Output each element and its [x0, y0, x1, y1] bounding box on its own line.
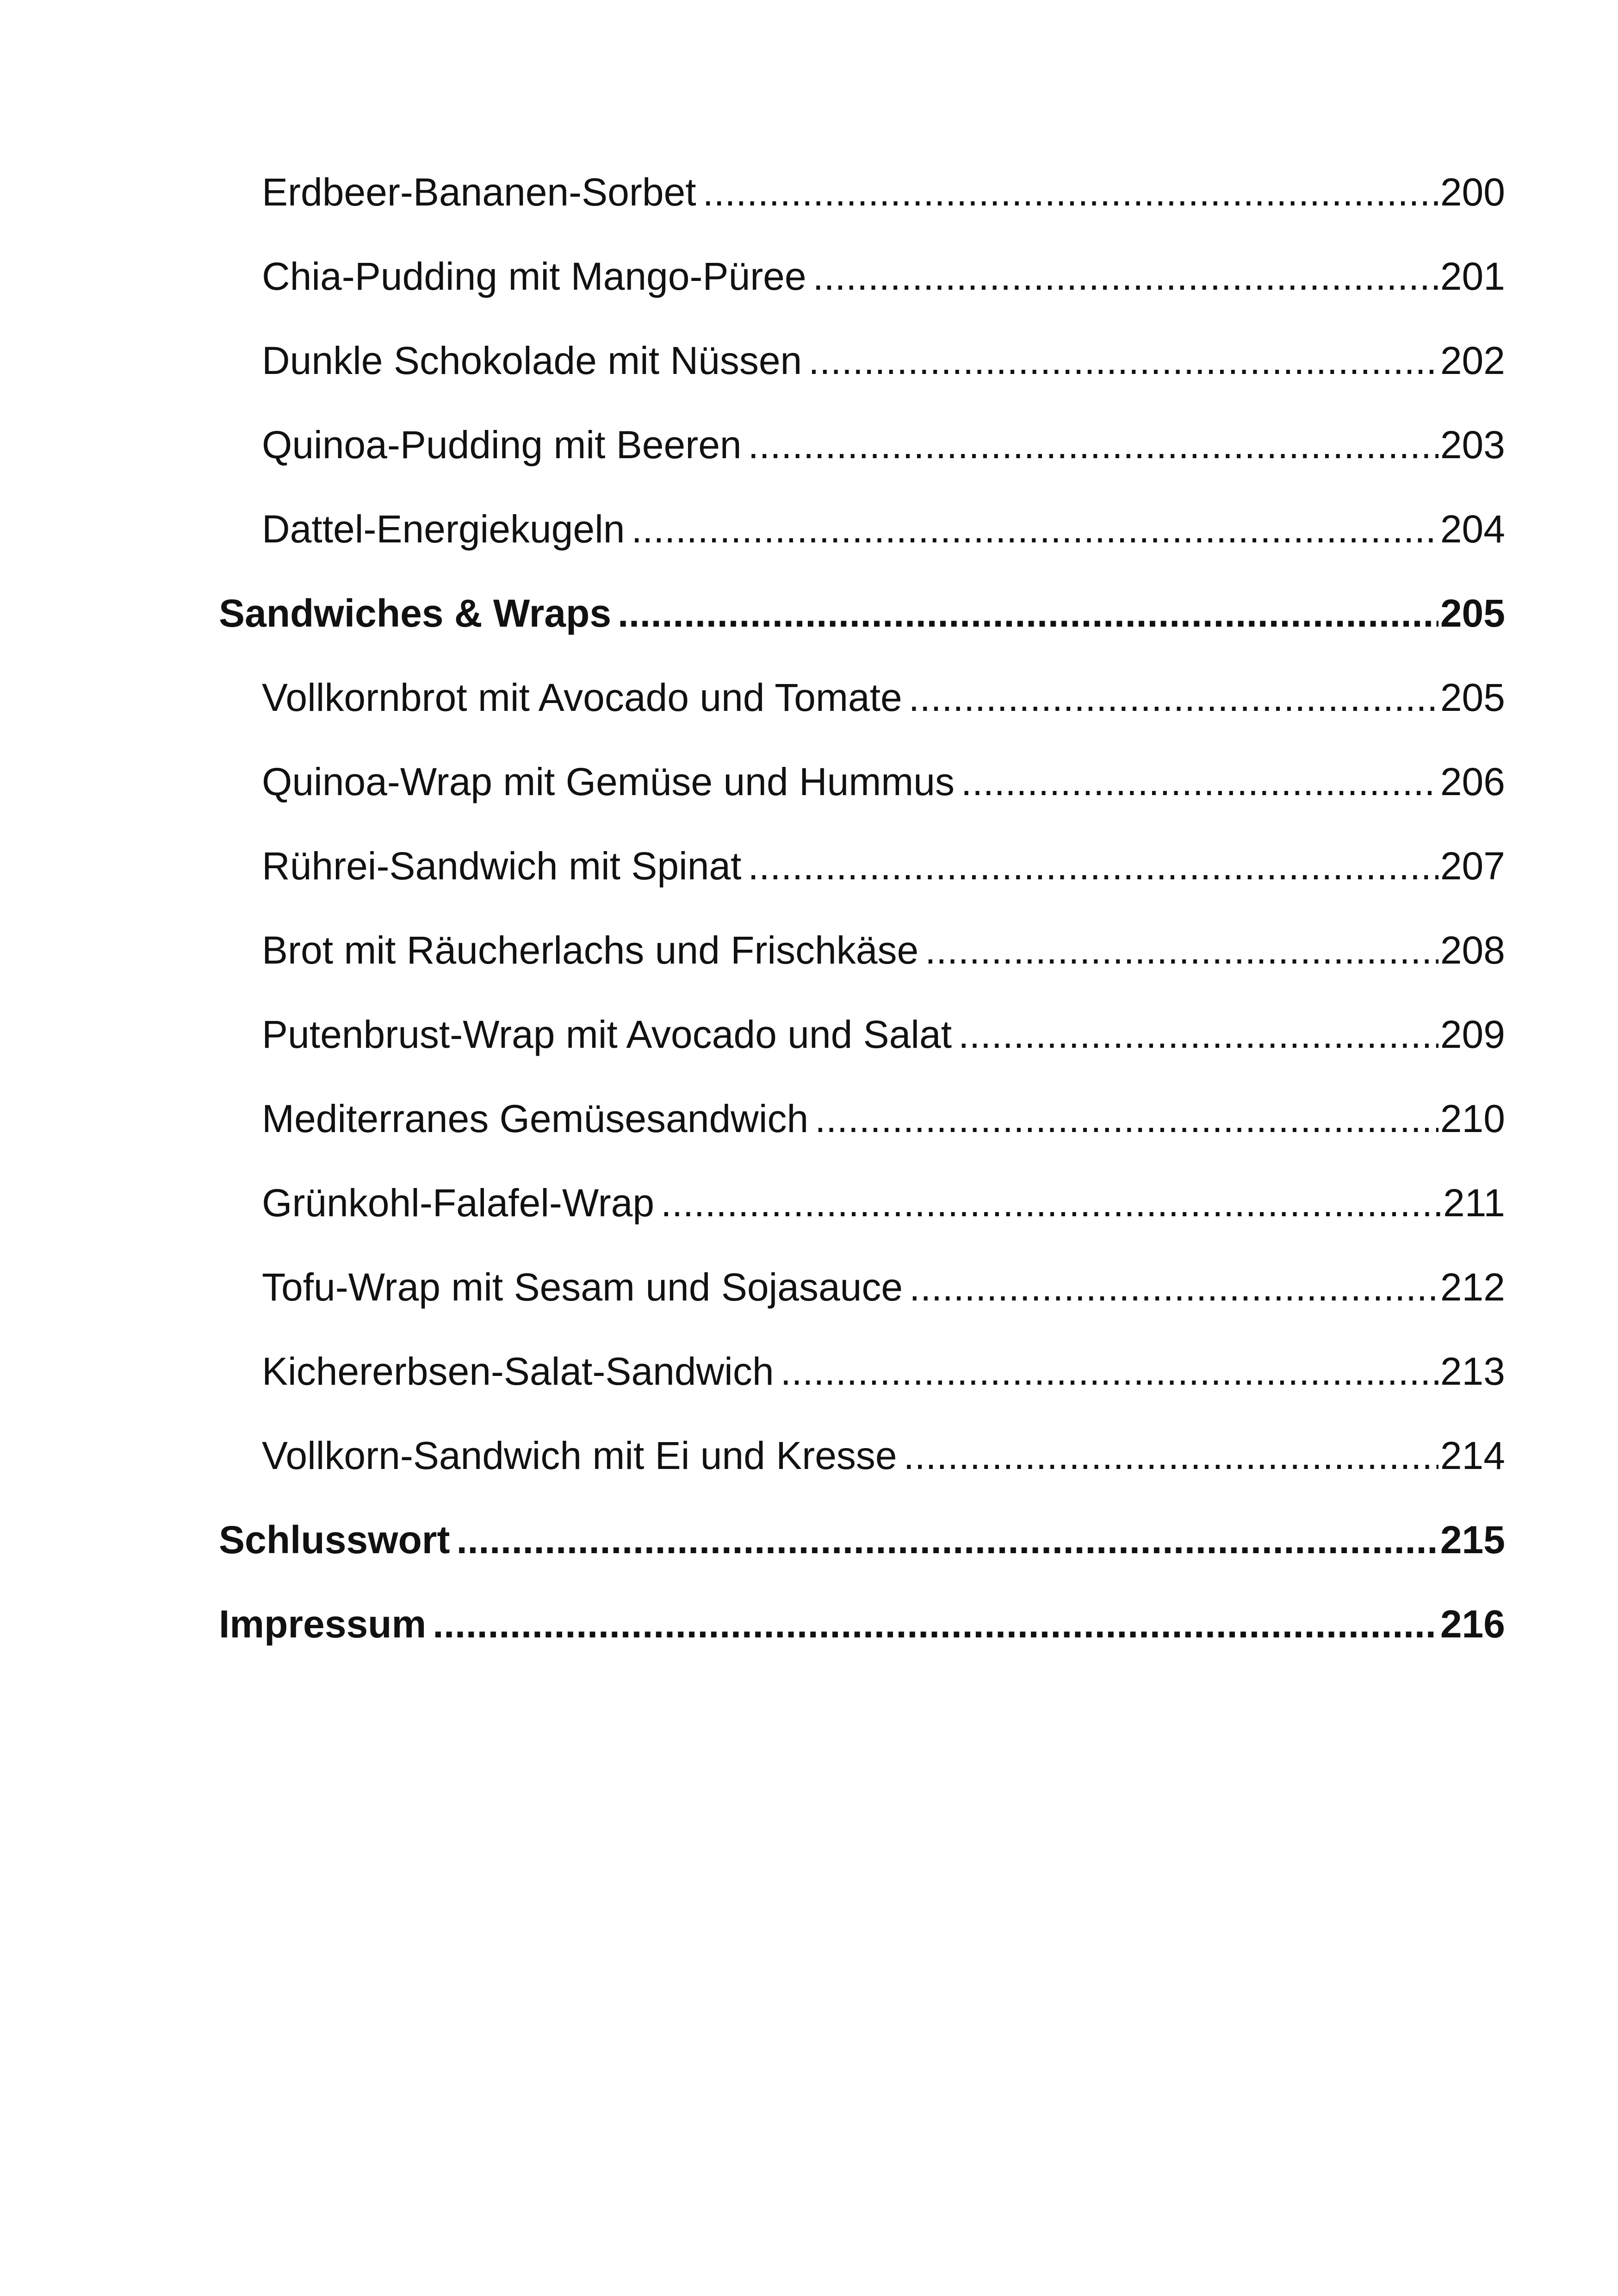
toc-page-number: 207 — [1440, 844, 1505, 888]
toc-dot-leader — [909, 1245, 1438, 1329]
toc-dot-leader — [958, 992, 1438, 1076]
toc-entry-sub[interactable] — [219, 1161, 1505, 1245]
toc-page-number: 205 — [1440, 676, 1505, 719]
toc-dot-leader — [618, 571, 1438, 655]
toc-page-number: 210 — [1440, 1097, 1505, 1140]
toc-entry-title: Dattel-Energiekugeln — [262, 507, 625, 551]
table-of-contents — [219, 150, 1505, 1666]
toc-entry-sub[interactable] — [219, 992, 1505, 1076]
toc-entry-title: Vollkornbrot mit Avocado und Tomate — [262, 676, 902, 719]
toc-entry-sub[interactable] — [219, 908, 1505, 992]
toc-entry-sub[interactable] — [219, 740, 1505, 824]
toc-entry-title: Rührei-Sandwich mit Spinat — [262, 844, 742, 888]
toc-dot-leader — [456, 1498, 1438, 1582]
toc-entry-sub[interactable] — [219, 1413, 1505, 1498]
toc-page-number: 206 — [1440, 760, 1505, 803]
toc-entry-chapter[interactable] — [219, 571, 1505, 655]
toc-page-number: 213 — [1440, 1350, 1505, 1393]
toc-entry-sub[interactable] — [219, 318, 1505, 403]
toc-dot-leader — [961, 740, 1438, 824]
toc-dot-leader — [813, 234, 1438, 318]
toc-entry-title: Grünkohl-Falafel-Wrap — [262, 1181, 655, 1225]
toc-dot-leader — [748, 824, 1438, 908]
toc-page-number: 211 — [1443, 1181, 1505, 1225]
toc-page-number: 200 — [1440, 170, 1505, 214]
toc-entry-sub[interactable] — [219, 1076, 1505, 1161]
toc-entry-sub[interactable] — [219, 487, 1505, 571]
toc-entry-title: Mediterranes Gemüsesandwich — [262, 1097, 809, 1140]
toc-entry-sub[interactable] — [219, 403, 1505, 487]
toc-page-number: 205 — [1440, 591, 1505, 635]
toc-entry-sub[interactable] — [219, 1329, 1505, 1413]
toc-entry-title: Chia-Pudding mit Mango-Püree — [262, 255, 806, 298]
toc-entry-chapter[interactable] — [219, 1498, 1505, 1582]
toc-dot-leader — [748, 403, 1438, 487]
toc-entry-title: Quinoa-Pudding mit Beeren — [262, 423, 742, 467]
toc-dot-leader — [904, 1413, 1438, 1498]
toc-entry-sub[interactable] — [219, 234, 1505, 318]
toc-entry-title: Erdbeer-Bananen-Sorbet — [262, 170, 696, 214]
toc-entry-sub[interactable] — [219, 150, 1505, 234]
toc-page-number: 215 — [1440, 1518, 1505, 1562]
toc-page-number: 203 — [1440, 423, 1505, 467]
toc-dot-leader — [909, 655, 1438, 740]
toc-page-number: 204 — [1440, 507, 1505, 551]
toc-entry-title: Tofu-Wrap mit Sesam und Sojasauce — [262, 1265, 903, 1309]
toc-chapter-title: Schlusswort — [219, 1518, 450, 1562]
toc-entry-sub[interactable] — [219, 1245, 1505, 1329]
toc-page-number: 216 — [1440, 1602, 1505, 1646]
toc-entry-title: Dunkle Schokolade mit Nüssen — [262, 339, 802, 382]
toc-page-number: 214 — [1440, 1434, 1505, 1477]
toc-dot-leader — [808, 318, 1438, 403]
toc-entry-chapter[interactable] — [219, 1582, 1505, 1666]
toc-entry-title: Vollkorn-Sandwich mit Ei und Kresse — [262, 1434, 897, 1477]
toc-dot-leader — [661, 1161, 1441, 1245]
toc-page-number: 202 — [1440, 339, 1505, 382]
toc-chapter-title: Sandwiches & Wraps — [219, 591, 612, 635]
toc-chapter-title: Impressum — [219, 1602, 427, 1646]
toc-entry-title: Kichererbsen-Salat-Sandwich — [262, 1350, 774, 1393]
toc-entry-sub[interactable] — [219, 824, 1505, 908]
toc-dot-leader — [815, 1076, 1438, 1161]
toc-dot-leader — [433, 1582, 1438, 1666]
toc-dot-leader — [631, 487, 1438, 571]
toc-dot-leader — [925, 908, 1438, 992]
toc-entry-title: Quinoa-Wrap mit Gemüse und Hummus — [262, 760, 955, 803]
toc-page-number: 209 — [1440, 1013, 1505, 1056]
toc-page-number: 201 — [1440, 255, 1505, 298]
toc-page-number: 212 — [1440, 1265, 1505, 1309]
toc-entry-sub[interactable] — [219, 655, 1505, 740]
toc-dot-leader — [781, 1329, 1438, 1413]
toc-entry-title: Brot mit Räucherlachs und Frischkäse — [262, 928, 919, 972]
toc-entry-title: Putenbrust-Wrap mit Avocado und Salat — [262, 1013, 952, 1056]
toc-dot-leader — [703, 150, 1438, 234]
toc-page-number: 208 — [1440, 928, 1505, 972]
